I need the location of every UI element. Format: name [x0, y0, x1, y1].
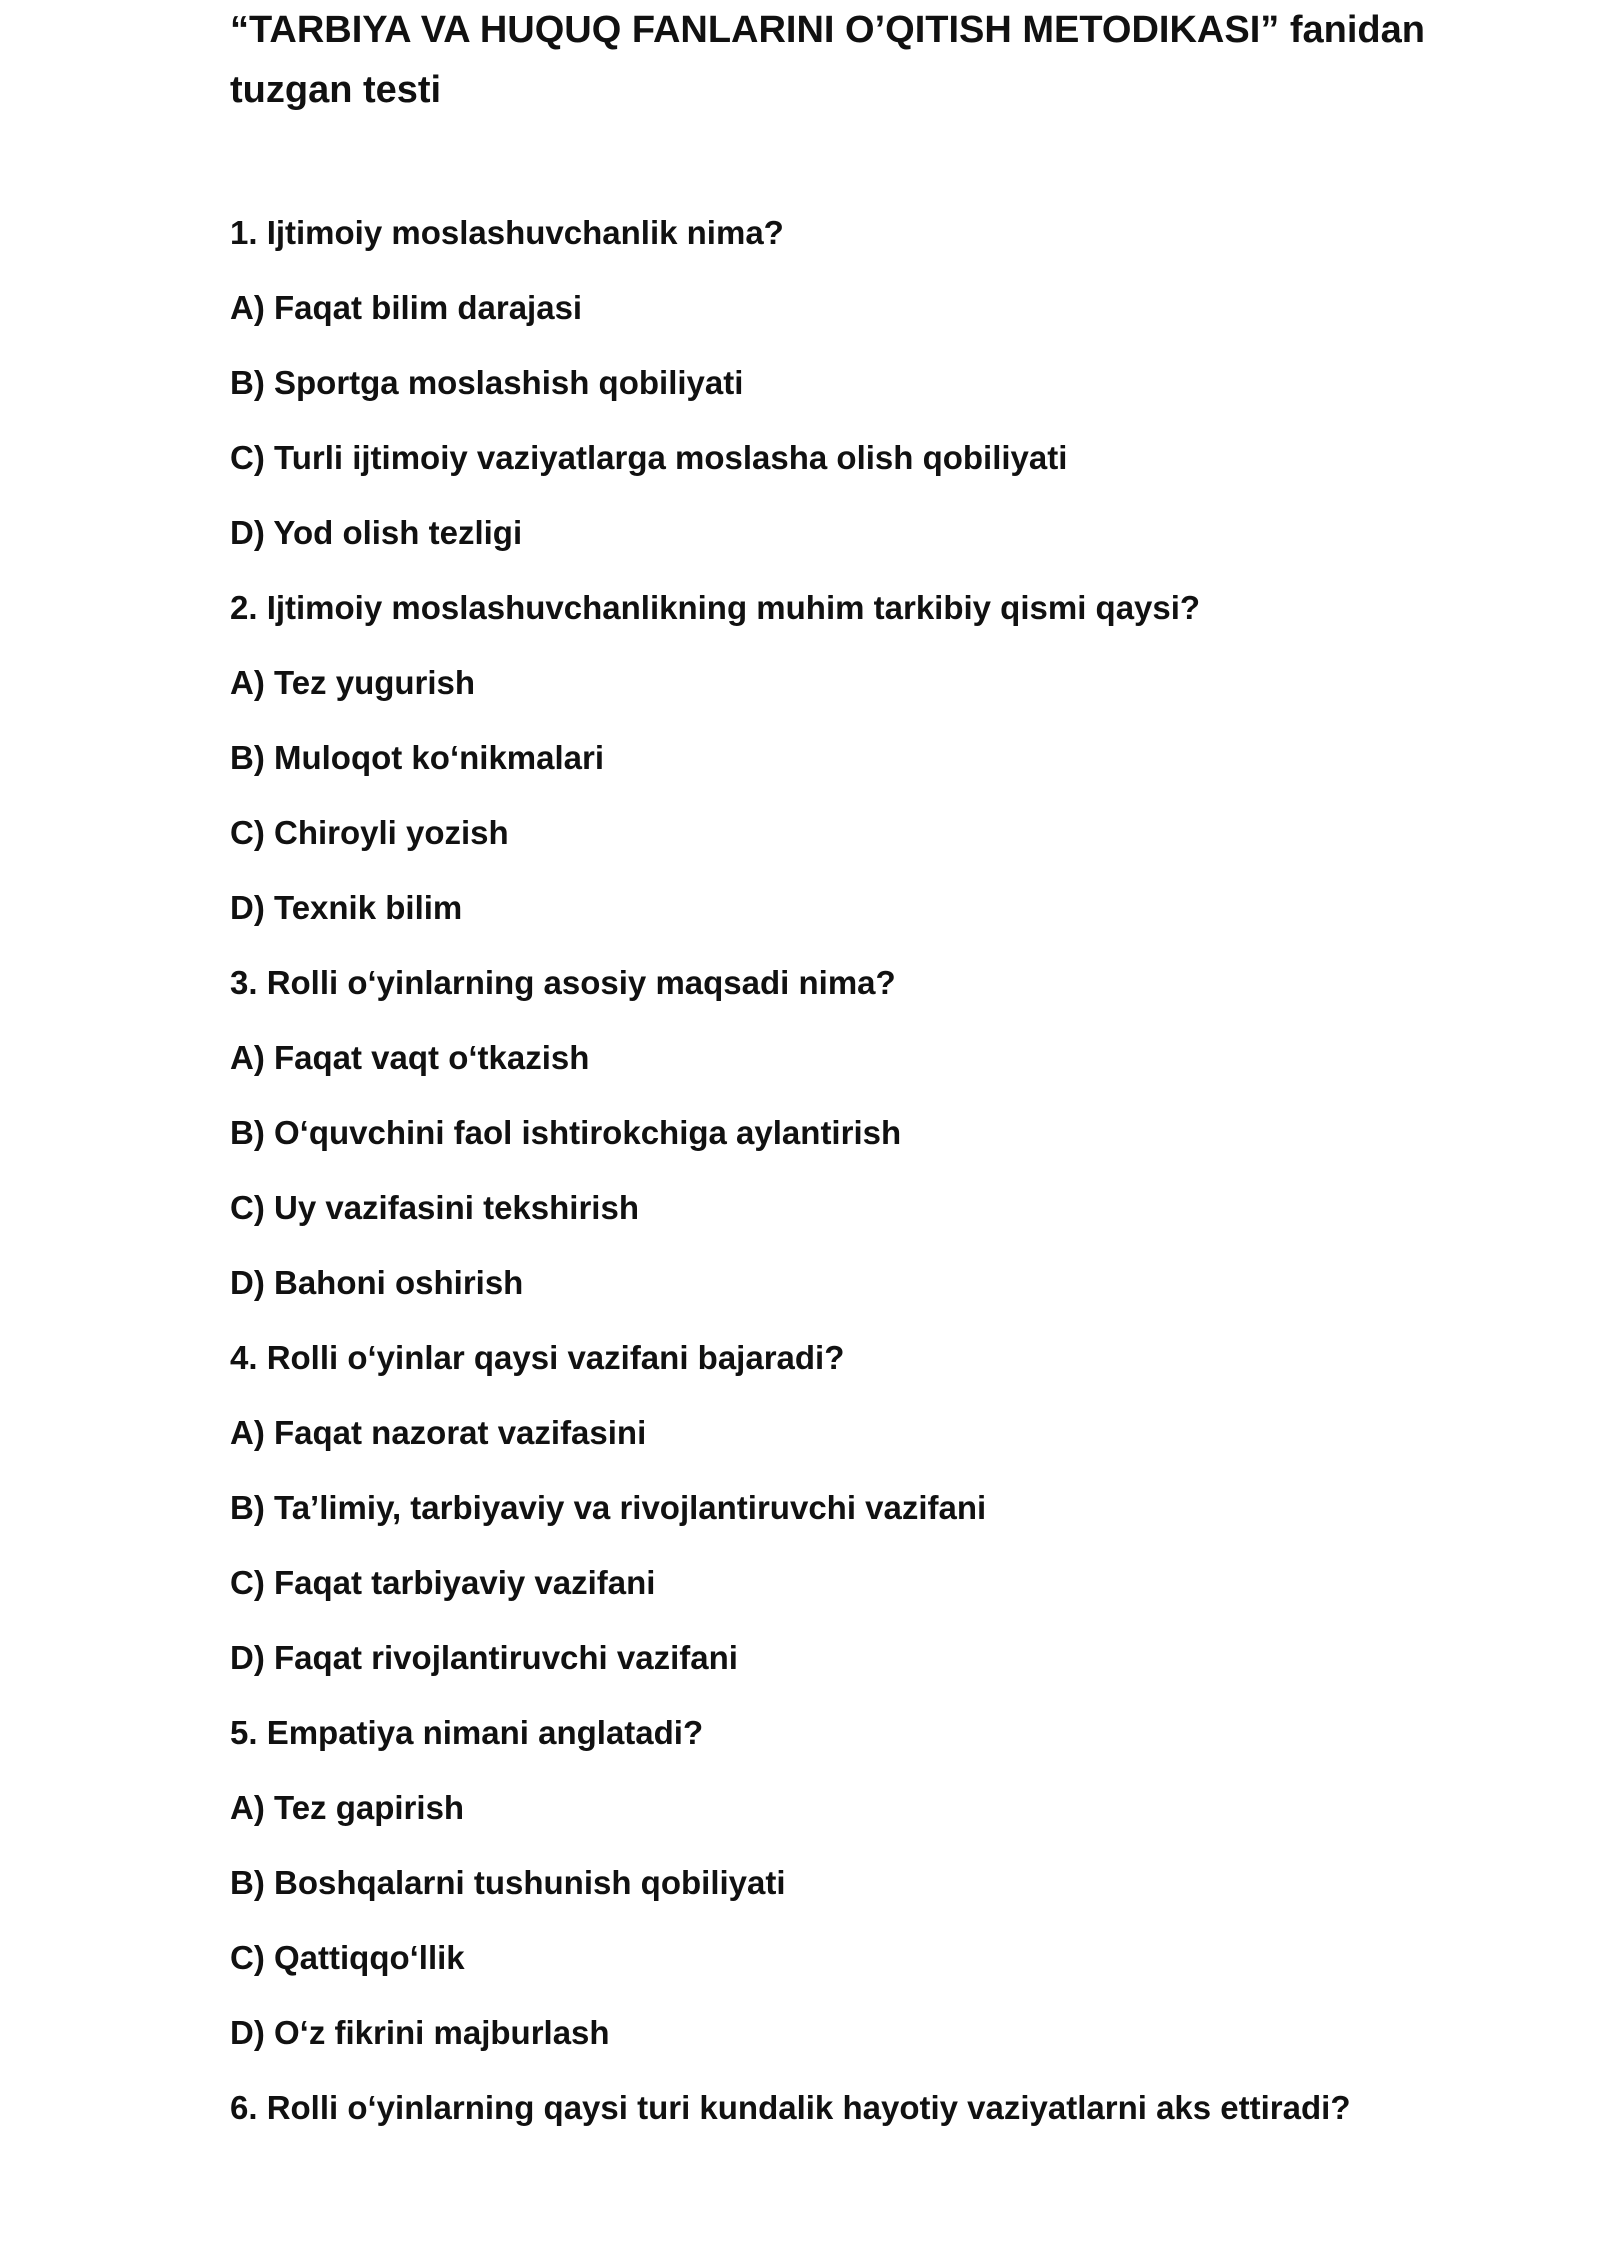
- question-4-option-d: D) Faqat rivojlantiruvchi vazifani: [230, 1639, 738, 1676]
- question-4-option-a: A) Faqat nazorat vazifasini: [230, 1414, 647, 1451]
- question-1-option-a: A) Faqat bilim darajasi: [230, 289, 583, 326]
- question-5-option-d: D) O‘z fikrini majburlash: [230, 2014, 610, 2051]
- question-1-option-d: D) Yod olish tezligi: [230, 514, 523, 551]
- question-2-option-a: A) Tez yugurish: [230, 664, 476, 701]
- document-title: “TARBIYA VA HUQUQ FANLARINI O’QITISH METODIKASI” fanidan tuzgan testi: [230, 9, 1425, 111]
- question-3-option-b: B) O‘quvchini faol ishtirokchiga aylantirish: [230, 1114, 902, 1151]
- question-3-option-d: D) Bahoni oshirish: [230, 1264, 524, 1301]
- question-2: 2. Ijtimoiy moslashuvchanlikning muhim tarkibiy qismi qaysi?: [230, 589, 1201, 626]
- question-1-option-b: B) Sportga moslashish qobiliyati: [230, 364, 744, 401]
- question-3: 3. Rolli o‘yinlarning asosiy maqsadi nima?: [230, 964, 896, 1001]
- question-2-option-b: B) Muloqot ko‘nikmalari: [230, 739, 605, 776]
- question-1-option-c: C) Turli ijtimoiy vaziyatlarga moslasha olish qobiliyati: [230, 439, 1068, 476]
- question-2-option-c: C) Chiroyli yozish: [230, 814, 509, 851]
- question-5-option-c: C) Qattiqqo‘llik: [230, 1939, 465, 1976]
- question-1: 1. Ijtimoiy moslashuvchanlik nima?: [230, 214, 784, 251]
- question-3-option-c: C) Uy vazifasini tekshirish: [230, 1189, 639, 1226]
- question-4-option-b: B) Ta’limiy, tarbiyaviy va rivojlantiruvchi vazifani: [230, 1489, 987, 1526]
- question-3-option-a: A) Faqat vaqt o‘tkazish: [230, 1039, 590, 1076]
- question-6: 6. Rolli o‘yinlarning qaysi turi kundalik hayotiy vaziyatlarni aks ettiradi?: [230, 2089, 1351, 2126]
- question-5: 5. Empatiya nimani anglatadi?: [230, 1714, 704, 1751]
- question-2-option-d: D) Texnik bilim: [230, 889, 463, 926]
- question-5-option-b: B) Boshqalarni tushunish qobiliyati: [230, 1864, 786, 1901]
- question-4-option-c: C) Faqat tarbiyaviy vazifani: [230, 1564, 656, 1601]
- question-4: 4. Rolli o‘yinlar qaysi vazifani bajaradi?: [230, 1339, 845, 1376]
- question-5-option-a: A) Tez gapirish: [230, 1789, 465, 1826]
